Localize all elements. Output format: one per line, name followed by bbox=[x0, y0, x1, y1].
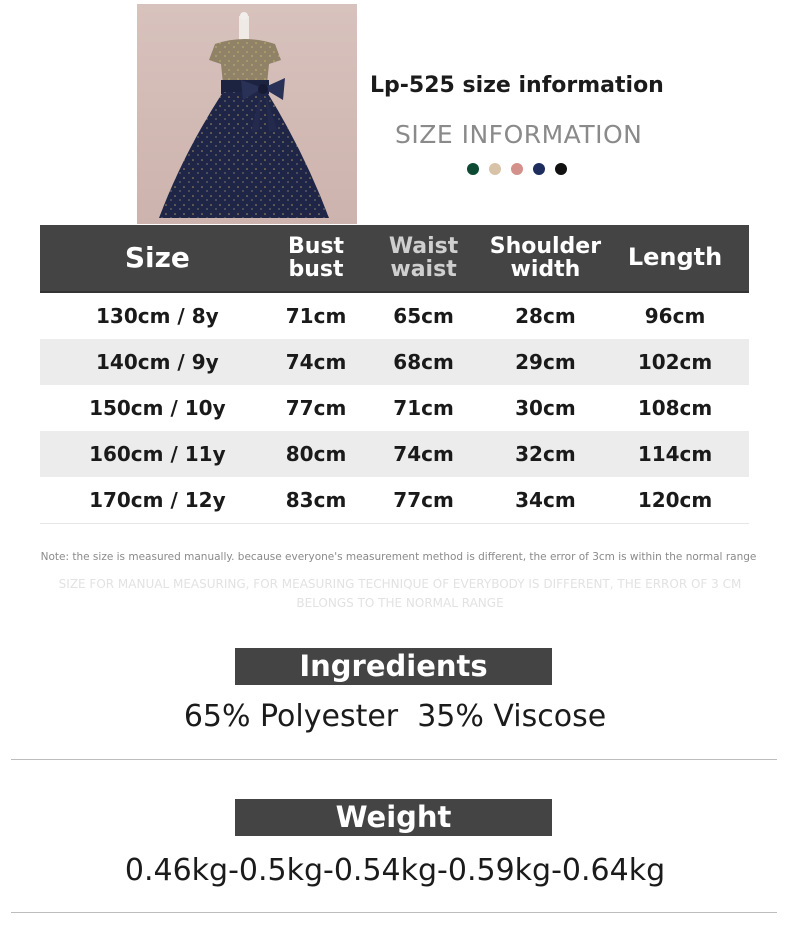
ingredients-label: Ingredients bbox=[235, 648, 552, 685]
header-shoulder-width: Shoulder width bbox=[490, 225, 601, 292]
cell-bust: 80cm bbox=[275, 431, 358, 477]
size-information-subheading: SIZE INFORMATION bbox=[395, 120, 643, 149]
cell-waist: 68cm bbox=[357, 339, 489, 385]
weight-value: 0.46kg-0.5kg-0.54kg-0.59kg-0.64kg bbox=[124, 853, 666, 888]
cell-size: 140cm / 9y bbox=[40, 339, 275, 385]
cell-size: 160cm / 11y bbox=[40, 431, 275, 477]
table-row bbox=[40, 477, 749, 524]
header-waist: Waist waist bbox=[357, 225, 489, 292]
cell-length: 102cm bbox=[601, 339, 749, 385]
divider bbox=[11, 759, 777, 760]
size-table-header bbox=[40, 225, 749, 292]
cell-shoulder-width: 32cm bbox=[490, 431, 601, 477]
table-row bbox=[40, 431, 749, 477]
cell-shoulder-width: 29cm bbox=[490, 339, 601, 385]
measurement-note-english: SIZE FOR MANUAL MEASURING, FOR MEASURING TECHNIQUE OF EVERYBODY IS DIFFERENT, THE ERROR OF 3 CM BELONGS TO THE NORMAL RANGE bbox=[58, 577, 742, 610]
color-swatch bbox=[489, 163, 501, 175]
table-row bbox=[40, 292, 749, 339]
color-swatch bbox=[511, 163, 523, 175]
cell-waist: 65cm bbox=[393, 304, 454, 328]
table-row bbox=[40, 385, 749, 431]
color-swatch bbox=[555, 163, 567, 175]
cell-shoulder-width: 30cm bbox=[515, 396, 576, 420]
color-swatches bbox=[467, 163, 567, 175]
color-swatch bbox=[533, 163, 545, 175]
header-length: Length bbox=[601, 225, 749, 292]
cell-size: 130cm / 8y bbox=[96, 304, 219, 328]
dress-illustration bbox=[137, 4, 357, 224]
cell-shoulder-width: 34cm bbox=[490, 477, 601, 524]
product-photo bbox=[137, 4, 357, 224]
cell-bust: 77cm bbox=[285, 396, 347, 420]
color-swatch bbox=[467, 163, 479, 175]
size-table bbox=[40, 225, 749, 524]
divider bbox=[11, 912, 777, 913]
cell-waist: 74cm bbox=[357, 431, 489, 477]
header-bust: Bust bust bbox=[275, 225, 358, 292]
product-heading: Lp-525 size information bbox=[370, 73, 664, 98]
cell-waist: 71cm bbox=[393, 396, 454, 420]
cell-size: 170cm / 12y bbox=[40, 477, 275, 524]
measurement-note: Note: the size is measured manually. because everyone's measurement method is different, the error of 3cm is within the normal range bbox=[40, 551, 757, 563]
ingredients-value: 65% Polyester 35% Viscose bbox=[183, 699, 607, 734]
cell-waist: 77cm bbox=[357, 477, 489, 524]
table-row bbox=[40, 339, 749, 385]
cell-bust: 83cm bbox=[275, 477, 358, 524]
cell-size: 150cm / 10y bbox=[89, 396, 226, 420]
cell-bust: 71cm bbox=[285, 304, 347, 328]
header-size: Size bbox=[40, 225, 275, 292]
cell-length: 108cm bbox=[637, 396, 713, 420]
cell-length: 120cm bbox=[601, 477, 749, 524]
weight-label: Weight bbox=[235, 799, 552, 836]
cell-length: 114cm bbox=[601, 431, 749, 477]
cell-shoulder-width: 28cm bbox=[515, 304, 576, 328]
cell-bust: 74cm bbox=[275, 339, 358, 385]
cell-length: 96cm bbox=[644, 304, 706, 328]
